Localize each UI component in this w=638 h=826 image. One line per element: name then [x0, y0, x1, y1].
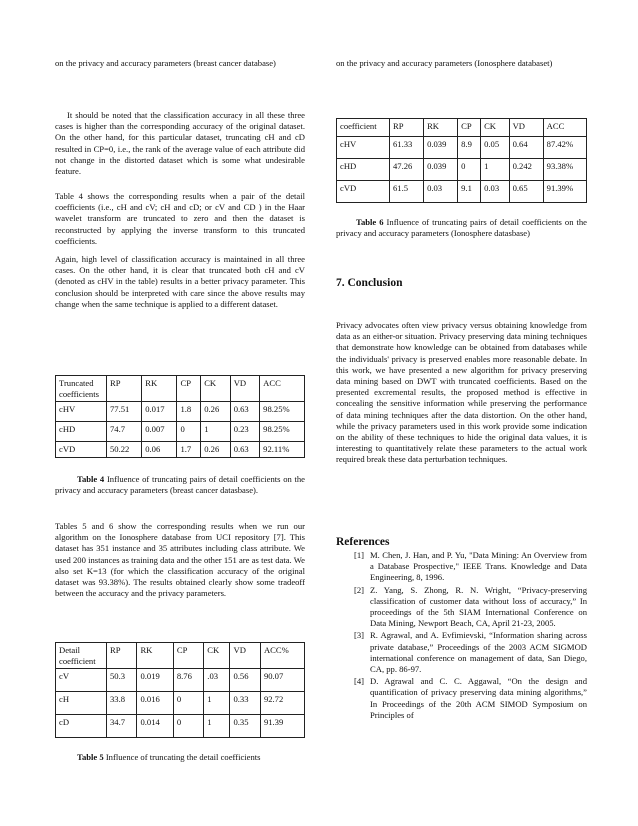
paragraph-accuracy-note: It should be noted that the classification accuracy in all these three cases is higher than the corresponding accuracy of the original dataset. On the other hand, for this particular dataset, truncating cH and cD resulted in CP=0, i.e., the rank of the average value of each attribute did not change in the distorted dataset which is some what undesirable feature.: [55, 110, 305, 177]
table-cell: cVD: [56, 442, 107, 458]
table-cell: 0.039: [424, 159, 458, 181]
reference-text: D. Agrawal and C. C. Aggawal, “On the design and quantification of privacy preserving data mining algorithms,” In Proceedings of the 20th ACM SIMOD Symposium on Principles of: [370, 676, 587, 720]
table-header-cell: RP: [107, 376, 142, 402]
table-cell: 0.242: [509, 159, 543, 181]
table-cell: 0: [458, 159, 481, 181]
table-cell: 61.33: [390, 137, 424, 159]
reference-item: [336, 585, 587, 630]
table-cell: 0.63: [230, 402, 259, 422]
table-caption-continued: on the privacy and accuracy parameters (Ionosphere databaset): [336, 58, 553, 68]
table-cell: 0: [177, 422, 201, 442]
table-header-cell: RP: [107, 643, 137, 669]
table-cell: 91.39%: [543, 181, 586, 203]
table-cell: cHV: [56, 402, 107, 422]
table-header-cell: RP: [390, 119, 424, 137]
table-6: [336, 118, 587, 203]
table-cell: 33.8: [107, 692, 137, 715]
reference-item: [336, 630, 587, 675]
paragraph-ionosphere-intro: Tables 5 and 6 show the corresponding results when we run our algorithm on the Ionosphere database from UCI repository [7]. This dataset has 351 instance and 35 attributes including class attribute. We used 200 instances as training data and the other 151 are as test data. We also set K=13 (for which the classification accuracy of the original dataset was 93.38%). The results obtained clearly show some tradeoff between the accuracy and the privacy parameters.: [55, 521, 305, 599]
reference-item: [336, 550, 587, 584]
table-header-cell: CK: [481, 119, 510, 137]
table-cell: 0.016: [137, 692, 173, 715]
table-cell: 61.5: [390, 181, 424, 203]
conclusion-paragraph: Privacy advocates often view privacy versus obtaining knowledge from data as an either-or situation. Privacy preserving data mining techniques that demonstrate how knowledge can be obtained from databases while the individuals' privacy is preserved enables more reasonable debate. In this work, we have presented a new algorithm for privacy preserving data mining based on DWT with truncated coefficients. Based on the presented excremental results, the proposed method is effective in concealing the sensitive information while preserving the performance of data mining techniques after the data distortion. On the other hand, while the privacy parameters used in this work provide some indication on the ability of these techniques to hide the original data values, it is interesting to quantitatively relate these parameters to the actual work required break these data perturbation techniques.: [336, 320, 587, 465]
table-cell: 0.65: [509, 181, 543, 203]
table-5: [55, 642, 305, 738]
table-header-cell: CP: [177, 376, 201, 402]
table-cell: cHD: [337, 159, 390, 181]
table-header-cell: CP: [458, 119, 481, 137]
table-cell: 0.26: [201, 402, 230, 422]
table-header-cell: RK: [137, 643, 173, 669]
table-cell: 47.26: [390, 159, 424, 181]
table-cell: 0.63: [230, 442, 259, 458]
references-heading: References: [336, 536, 390, 548]
reference-number: [2]: [354, 584, 365, 595]
table-header-cell: RK: [142, 376, 177, 402]
table-cell: 1: [481, 159, 510, 181]
table-cell: 0.017: [142, 402, 177, 422]
table-header-cell: ACC%: [260, 643, 304, 669]
table-cell: 0.007: [142, 422, 177, 442]
table-cell: 0.05: [481, 137, 510, 159]
table-cell: 8.9: [458, 137, 481, 159]
table-row: [56, 692, 305, 715]
table-cell: 34.7: [107, 715, 137, 738]
table-cell: 0.03: [481, 181, 510, 203]
table-header-cell: ACC: [260, 376, 305, 402]
table-cell: 9.1: [458, 181, 481, 203]
paragraph-table4-intro: Table 4 shows the corresponding results when a pair of the detail coefficients (i.e., cH and cV; cH and cD; or cV and CD ) in the Haar wavelet transform are truncated to zero and then the dataset is reconstructed by applying the inverse transform to this truncated coefficients.: [55, 191, 305, 246]
table-cell: cHV: [337, 137, 390, 159]
table-caption-continued: on the privacy and accuracy parameters (breast cancer database): [55, 58, 276, 68]
table-cell: 98.25%: [260, 422, 305, 442]
reference-item: [336, 676, 587, 721]
table-row: [56, 442, 305, 458]
table-4-caption-label: Table 4: [77, 474, 105, 484]
table-cell: cVD: [337, 181, 390, 203]
table-header-cell: Detail coefficient: [56, 643, 107, 669]
table-cell: 0.23: [230, 422, 259, 442]
table-cell: 0.039: [424, 137, 458, 159]
table-row: [56, 402, 305, 422]
table-header-row: [56, 643, 305, 669]
table-header-cell: VD: [509, 119, 543, 137]
table-4: [55, 375, 305, 458]
paragraph-table4-discussion: Again, high level of classification accuracy is maintained in all three cases. On the other hand, it is clear that truncated both cH and cV (denoted as cHV in the table) results in a better privacy parameter. This conclusion should be interpreted with care since the above results may change when the same technique is applied to a different dataset.: [55, 254, 305, 309]
table-header-row: [337, 119, 587, 137]
table-cell: 0.33: [230, 692, 260, 715]
table-5-caption-text: Influence of truncating the detail coefficients: [103, 752, 261, 762]
table-cell: 74.7: [107, 422, 142, 442]
table-cell: 1.7: [177, 442, 201, 458]
table-cell: 1: [201, 422, 230, 442]
conclusion-heading: 7. Conclusion: [336, 277, 403, 289]
table-header-row: [56, 376, 305, 402]
table-cell: cD: [56, 715, 107, 738]
table-header-cell: CP: [173, 643, 203, 669]
reference-text: R. Agrawal, and A. Evfimievski, “Information sharing across private database,” Proceedings of the 2003 ACM SIGMOD international conference on management of data, San Diego, CA, pp. 86-97.: [370, 630, 587, 675]
references-list: [336, 550, 587, 722]
table-header-cell: CK: [201, 376, 230, 402]
table-cell: 92.11%: [260, 442, 305, 458]
table-cell: 1: [204, 692, 230, 715]
table-5-caption-label: Table 5: [77, 752, 104, 762]
reference-number: [4]: [354, 676, 365, 687]
reference-text: M. Chen, J. Han, and P. Yu, "Data Mining: An Overview from a Database Prospective," IEEE Trans. Knowledge and Data Engineering, 8, 1996.: [370, 550, 587, 583]
table-6-caption-label: Table 6: [356, 217, 384, 227]
table-cell: 77.51: [107, 402, 142, 422]
table-4-caption: [55, 474, 305, 496]
table-cell: .03: [204, 669, 230, 692]
table-cell: 0: [173, 692, 203, 715]
table-cell: 50.22: [107, 442, 142, 458]
reference-text: Z. Yang, S. Zhong, R. N. Wright, “Privacy-preserving classification of customer data without loss of accuracy,” In proceedings of the 5th SIAM International Conference on Data Mining, Newport Beach, CA, April 21-23, 2005.: [370, 584, 587, 629]
table-cell: 0.06: [142, 442, 177, 458]
table-5-caption: [55, 752, 305, 763]
table-6-caption: [336, 217, 587, 239]
table-cell: 8.76: [173, 669, 203, 692]
table-cell: 1: [204, 715, 230, 738]
table-cell: 92.72: [260, 692, 304, 715]
table-row: [337, 137, 587, 159]
table-cell: 93.38%: [543, 159, 586, 181]
table-header-cell: Truncated coefficients: [56, 376, 107, 402]
table-cell: 1.8: [177, 402, 201, 422]
table-4-caption-text: Influence of truncating pairs of detail coefficients on the privacy and accuracy parameters (breast cancer datasbase).: [55, 474, 305, 496]
table-cell: cV: [56, 669, 107, 692]
table-header-cell: VD: [230, 376, 259, 402]
table-row: [56, 669, 305, 692]
table-header-cell: CK: [204, 643, 230, 669]
table-header-cell: RK: [424, 119, 458, 137]
table-row: [56, 715, 305, 738]
table-cell: cHD: [56, 422, 107, 442]
reference-number: [3]: [354, 630, 365, 641]
table-cell: 0.03: [424, 181, 458, 203]
table-row: [337, 181, 587, 203]
table-cell: 90.07: [260, 669, 304, 692]
table-6-caption-text: Influence of truncating pairs of detail coefficients on the privacy and accuracy parameters (Ionosphere datasbase): [336, 217, 587, 239]
table-header-cell: ACC: [543, 119, 586, 137]
table-cell: 98.25%: [260, 402, 305, 422]
table-cell: 0: [173, 715, 203, 738]
table-cell: 50.3: [107, 669, 137, 692]
table-cell: 0.26: [201, 442, 230, 458]
table-cell: cH: [56, 692, 107, 715]
table-cell: 0.019: [137, 669, 173, 692]
table-header-cell: VD: [230, 643, 260, 669]
table-row: [56, 422, 305, 442]
table-cell: 0.64: [509, 137, 543, 159]
reference-number: [1]: [354, 550, 365, 560]
table-cell: 87.42%: [543, 137, 586, 159]
table-cell: 0.35: [230, 715, 260, 738]
table-cell: 0.014: [137, 715, 173, 738]
table-cell: 0.56: [230, 669, 260, 692]
table-cell: 91.39: [260, 715, 304, 738]
table-header-cell: coefficient: [337, 119, 390, 137]
table-row: [337, 159, 587, 181]
